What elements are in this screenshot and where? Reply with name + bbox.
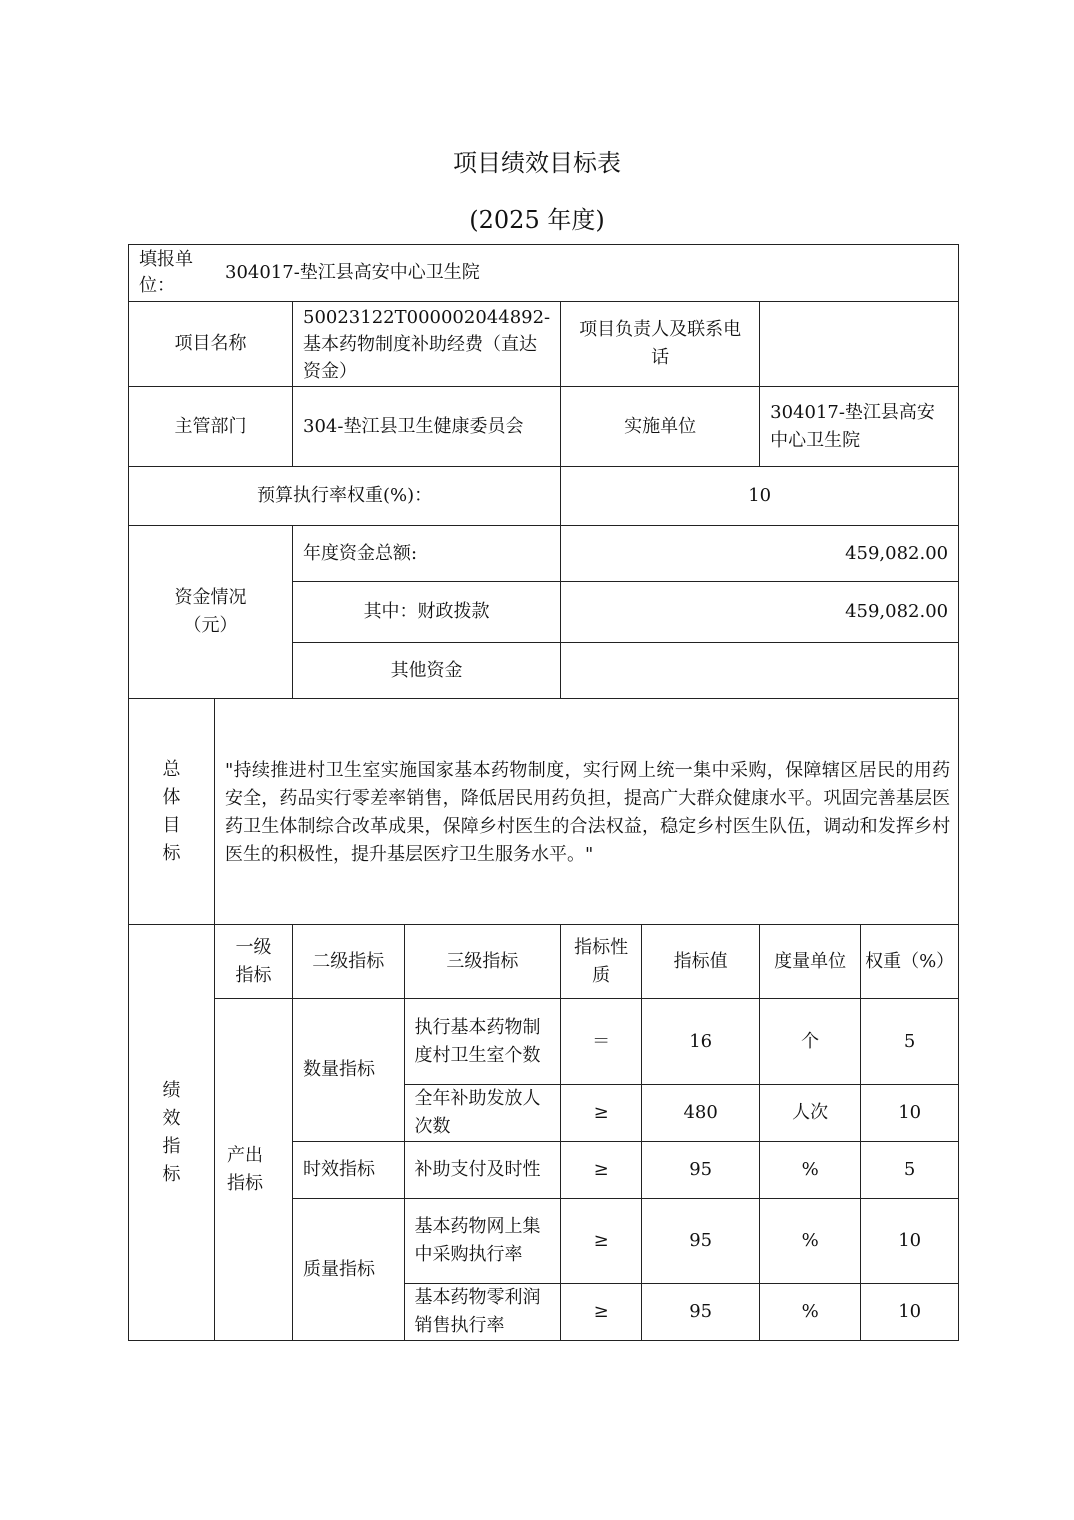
indicator-name: 基本药物网上集中采购执行率 (404, 1199, 561, 1284)
indicator-value: 16 (642, 999, 760, 1085)
indicator-nature: ＝ (561, 999, 642, 1085)
level2-quantity: 数量指标 (293, 999, 405, 1142)
indicator-weight: 10 (861, 1199, 959, 1284)
funds-total-value: 459,082.00 (561, 526, 959, 582)
indicator-name: 执行基本药物制度村卫生室个数 (404, 999, 561, 1085)
dept-label: 主管部门 (129, 387, 293, 467)
header-weight: 权重（%） (861, 925, 959, 999)
level2-timeliness: 时效指标 (293, 1142, 405, 1199)
header-level3: 三级指标 (404, 925, 561, 999)
indicator-unit: 人次 (760, 1085, 861, 1142)
dept-value: 304-垫江县卫生健康委员会 (293, 387, 561, 467)
indicator-name: 补助支付及时性 (404, 1142, 561, 1199)
project-owner-label: 项目负责人及联系电话 (561, 302, 760, 387)
budget-weight-value: 10 (561, 467, 959, 526)
header-level2: 二级指标 (293, 925, 405, 999)
indicator-nature: ≥ (561, 1199, 642, 1284)
document-subtitle: (2025 年度) (469, 206, 605, 234)
indicator-value: 95 (642, 1284, 760, 1341)
header-nature: 指标性质 (561, 925, 642, 999)
indicator-value: 95 (642, 1199, 760, 1284)
impl-label: 实施单位 (561, 387, 760, 467)
indicator-nature: ≥ (561, 1142, 642, 1199)
funds-total-label: 年度资金总额: (293, 526, 561, 582)
indicator-unit: % (760, 1142, 861, 1199)
indicator-unit: % (760, 1199, 861, 1284)
indicator-weight: 5 (861, 999, 959, 1085)
funds-other-value (561, 643, 959, 699)
project-name-value: 50023122T000002044892-基本药物制度补助经费（直达资金） (293, 302, 561, 387)
header-level1: 一级指标 (215, 925, 293, 999)
goal-text: "持续推进村卫生室实施国家基本药物制度，实行网上统一集中采购，保障辖区居民的用药安全，药品实行零差率销售，降低居民用药负担，提高广大群众健康水平。巩固完善基层医药卫生体制综合改革成果，保障乡村医生的合法权益，稳定乡村医生队伍，调动和发挥乡村医生的积极性，提升基层医疗卫生服务水平。" (215, 699, 959, 925)
document-title: 项目绩效目标表 (453, 149, 621, 177)
header-unit: 度量单位 (760, 925, 861, 999)
level1-output: 产出指标 (215, 999, 293, 1341)
filler-label: 填报单位： (139, 249, 193, 296)
indicator-value: 95 (642, 1142, 760, 1199)
perf-label: 绩效指标 (129, 925, 215, 1341)
filler-value: 304017-垫江县高安中心卫生院 (225, 262, 480, 283)
indicator-value: 480 (642, 1085, 760, 1142)
funds-label: 资金情况（元） (129, 526, 293, 699)
budget-weight-label: 预算执行率权重(%)： (129, 467, 561, 526)
goal-label: 总体目标 (129, 699, 215, 925)
filler-row (129, 245, 959, 302)
indicator-weight: 10 (861, 1085, 959, 1142)
header-value: 指标值 (642, 925, 760, 999)
project-owner-value (760, 302, 959, 387)
indicator-unit: 个 (760, 999, 861, 1085)
indicator-name: 全年补助发放人次数 (404, 1085, 561, 1142)
indicator-weight: 10 (861, 1284, 959, 1341)
indicator-name: 基本药物零利润销售执行率 (404, 1284, 561, 1341)
indicator-weight: 5 (861, 1142, 959, 1199)
level2-quality: 质量指标 (293, 1199, 405, 1341)
indicator-nature: ≥ (561, 1085, 642, 1142)
indicator-unit: % (760, 1284, 861, 1341)
funds-other-label: 其他资金 (293, 643, 561, 699)
impl-value: 304017-垫江县高安中心卫生院 (760, 387, 959, 467)
performance-target-table (128, 244, 959, 1341)
project-name-label: 项目名称 (129, 302, 293, 387)
funds-fiscal-value: 459,082.00 (561, 582, 959, 643)
funds-fiscal-label: 其中：财政拨款 (293, 582, 561, 643)
indicator-nature: ≥ (561, 1284, 642, 1341)
